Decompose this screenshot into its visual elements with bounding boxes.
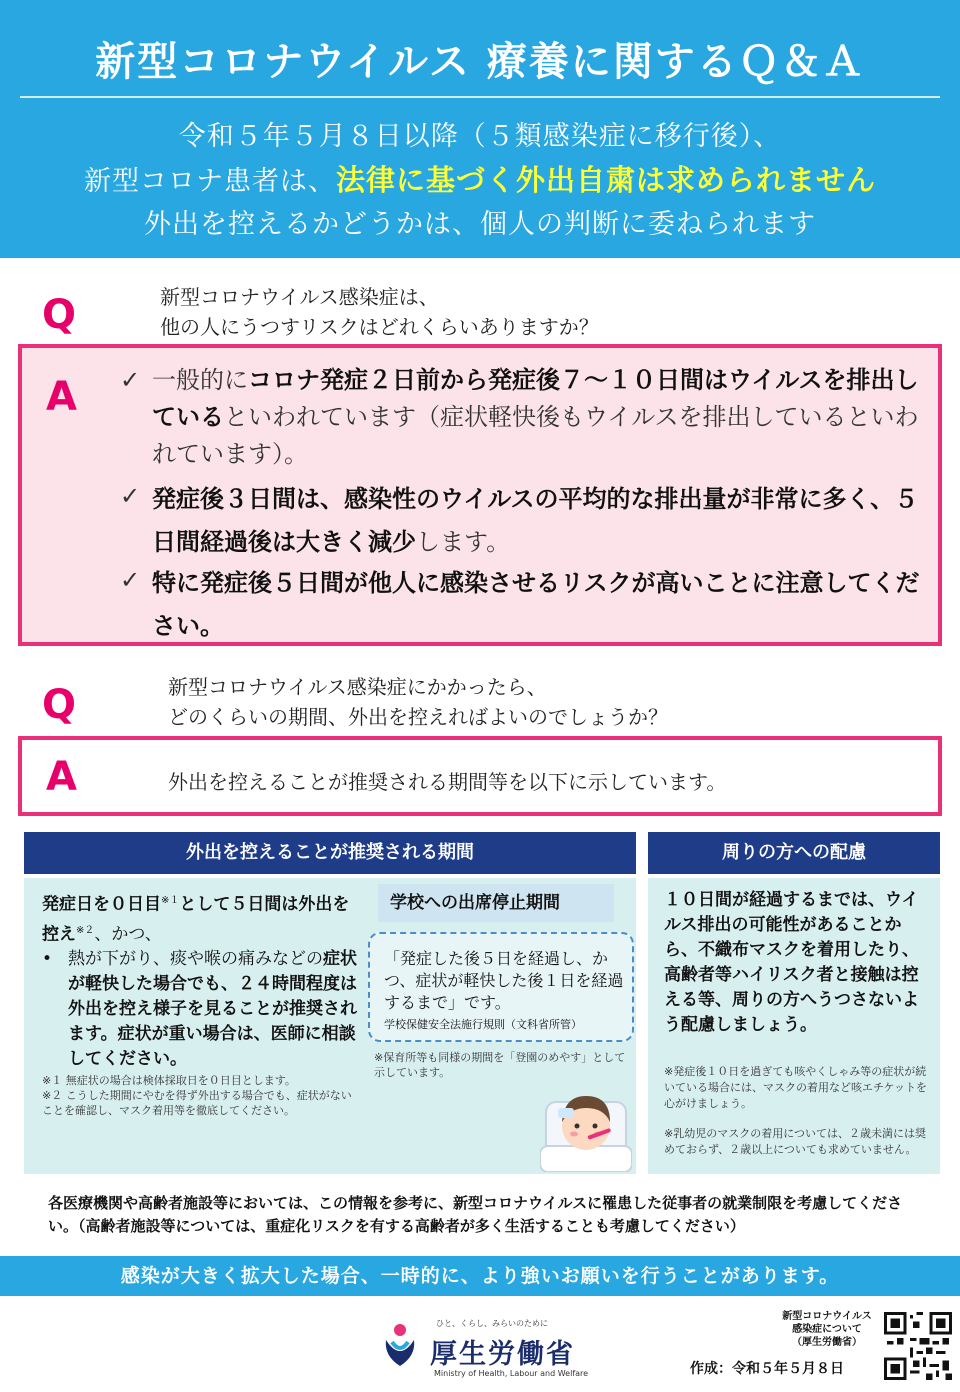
answer-2-mark: A [46, 754, 77, 800]
page-title: 新型コロナウイルス 療養に関するＱ＆Ａ [95, 39, 865, 85]
ministry-logo-icon [380, 1322, 420, 1368]
check-icon: ✓ [120, 482, 141, 510]
header-line-3: 外出を控えるかどうかは、個人の判断に委ねられます [144, 209, 816, 240]
right-panel-heading: 周りの方への配慮 [648, 832, 940, 874]
footer-source-line-2: 感染症について [792, 1324, 862, 1335]
bullet-2-post: します。 [416, 528, 511, 556]
left-bullet-bold: 症状が軽快した場合でも、２４時間程度は外出を控え様子を見ることが推奨されます。症状が重い場合は、医師に相談してください。 [68, 949, 357, 1070]
left-main-part-3: 、かつ、 [94, 924, 162, 945]
check-icon: ✓ [120, 566, 141, 594]
left-note-2: ※２ こうした期間にやむを得ず外出する場合でも、症状がないことを確認し、マスク着用等を徹底してください。 [42, 1089, 352, 1117]
left-panel-notes [42, 1073, 362, 1118]
answer-2-box [18, 736, 942, 816]
question-1-text [160, 282, 599, 342]
facility-note: 各医療機関や高齢者施設等においては、この情報を参考に、新型コロナウイルスに罹患した従事者の就業制限を考慮してください。（高齢者施設等については、重症化リスクを有する高齢者が多く生活することも考慮してください） [48, 1194, 903, 1235]
question-1-line-2: 他の人にうつすリスクはどれくらいありますか？ [160, 315, 599, 339]
answer-1-bullet-3 [120, 562, 920, 648]
ministry-tagline: ひと、くらし、みらいのために [436, 1319, 548, 1328]
left-main-part-1: 発症日を０日目 [42, 894, 161, 915]
question-1-line-1: 新型コロナウイルス感染症は、 [160, 285, 439, 309]
header-highlight: 法律に基づく外出自粛は求められません [335, 163, 876, 197]
school-quote-box [368, 932, 634, 1042]
right-panel-main-text: １０日間が経過するまでは、ウイルス排出の可能性があることから、不織布マスクを着用したり、高齢者等ハイリスク者と接触は控える等、周りの方へうつさないよう配慮しましょう。 [664, 890, 919, 1035]
header-line-1: 令和５年５月８日以降（５類感染症に移行後）、 [178, 121, 782, 152]
answer-2-text: 外出を控えることが推奨される期間等を以下に示しています。 [168, 770, 727, 794]
ministry-english-name: Ministry of Health, Labour and Welfare [434, 1369, 589, 1378]
check-icon: ✓ [120, 366, 141, 394]
bullet-3-bold: 特に発症後５日間が他人に感染させるリスクが高いことに注意してください。 [152, 569, 920, 640]
left-main-part-2: として５日間は外出を控え [42, 894, 350, 945]
right-note-2: ※乳幼児のマスクの着用については、２歳未満には奨めておらず、２歳以上についても求めていません。 [664, 1127, 926, 1156]
left-note-1: ※１ 無症状の場合は検体採取日を０日目とします。 [42, 1074, 296, 1087]
bullet-1-pre: 一般的に [152, 366, 248, 394]
question-2-line-2: どのくらいの期間、外出を控えればよいのでしょうか？ [168, 705, 668, 729]
footer-source-line-3: （厚生労働省） [792, 1337, 862, 1348]
header-banner [0, 0, 960, 258]
bottom-banner: 感染が大きく拡大した場合、一時的に、より強いお願いを行うことがあります。 [0, 1256, 960, 1296]
answer-1-mark: A [46, 374, 77, 420]
school-quote-source: 学校保健安全法施行規則（文科省所管） [384, 1018, 582, 1031]
bullet-1-bold: コロナ発症２日前から発症後７～１０日間はウイルスを排出している [152, 366, 919, 431]
left-panel-heading: 外出を控えることが推奨される期間 [24, 832, 636, 874]
sick-person-illustration [540, 1082, 632, 1172]
left-bullet [42, 947, 362, 1072]
nursery-note: ※保育所等も同様の期間を「登園のめやす」として示しています。 [374, 1051, 626, 1079]
header-line-2 [0, 158, 960, 199]
header-divider [20, 96, 940, 98]
question-2-text [168, 672, 668, 732]
answer-1-box [18, 344, 942, 646]
bullet-2-bold: 発症後３日間は、感染性のウイルスの平均的な排出量が非常に多く、５日間経過後は大きく減少 [152, 485, 919, 556]
question-2-mark: Q [42, 682, 77, 728]
question-1-mark: Q [42, 292, 77, 338]
footer-source-line-1: 新型コロナウイルス [782, 1311, 872, 1322]
right-note-1: ※発症後１０日を過ぎても咳やくしゃみ等の症状が続いている場合には、マスクの着用など咳エチケットを心がけましょう。 [664, 1065, 928, 1110]
school-quote-text: 「発症した後５日を経過し、かつ、症状が軽快した後１日を経過するまで」です。 [384, 949, 624, 1012]
left-bullet-pre: 熱が下がり、痰や喉の痛みなどの [68, 949, 323, 970]
qr-code-icon[interactable] [884, 1312, 952, 1380]
school-attendance-tag: 学校への出席停止期間 [378, 884, 614, 922]
header-line-2-prefix: 新型コロナ患者は、 [83, 166, 336, 197]
answer-1-bullet-1 [120, 362, 920, 473]
question-2-line-1: 新型コロナウイルス感染症にかかったら、 [168, 675, 547, 699]
ministry-name: 厚生労働省 [430, 1339, 575, 1370]
footer-source-label [772, 1310, 882, 1349]
left-main-sup-2: ※２ [76, 924, 95, 936]
left-main-sup-1: ※１ [161, 895, 180, 906]
left-panel-main-text [42, 888, 362, 1072]
bullet-1-post: といわれています（症状軽快後もウイルスを排出しているといわれています）。 [152, 403, 919, 468]
bullet-dot: • [42, 949, 53, 970]
right-panel-notes [664, 1064, 928, 1158]
creation-date: 作成：令和５年５月８日 [690, 1361, 844, 1377]
answer-1-bullet-2 [120, 478, 920, 564]
